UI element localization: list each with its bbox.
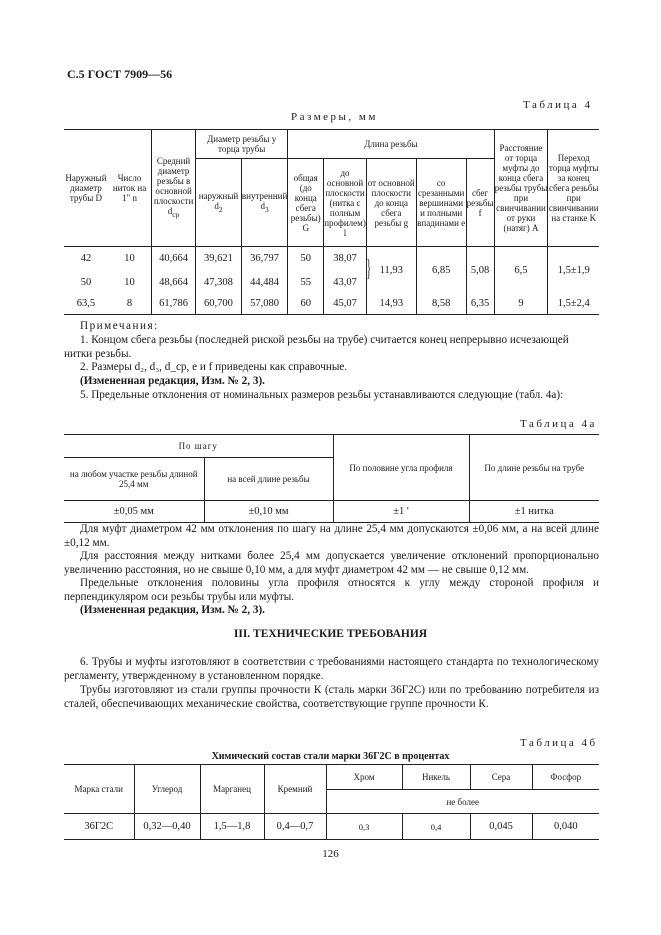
cell: 36,797 xyxy=(241,247,287,271)
cell: 47,308 xyxy=(196,271,242,295)
note-2: 2. Размеры d₂, d₃, d_ср, e и f приведены как справочные. xyxy=(80,361,348,373)
cell: 44,484 xyxy=(241,271,287,295)
cell: 42 xyxy=(80,252,92,264)
cell: 43,07 xyxy=(324,271,367,295)
cell: } 11,93 xyxy=(366,247,416,295)
para-angle: Предельные отклонения половины угла профиля относятся к углу между стороной профиля и перпендикуляром оси резьбы трубы или муфты. xyxy=(64,577,599,603)
para-5: 5. Предельные отклонения от номинальных размеров резьбы устанавливаются следующие (табл. 4а): xyxy=(80,389,564,401)
cell: ±0,10 мм xyxy=(204,501,333,523)
para-7: Трубы изготовляют из стали группы прочности К (сталь марки 36Г2С) или по требованию потребителя из сталей, обеспечивающих механические свойства, соответствующие группе прочности К. xyxy=(64,684,599,710)
cell: 55 xyxy=(288,271,324,295)
cell: 63,5 xyxy=(76,298,96,310)
table4b-caption: Таблица 4б xyxy=(520,737,598,749)
notes-title: Примечания: xyxy=(80,320,159,332)
cell: 6,35 xyxy=(466,295,494,315)
th-l: до основной плоскости (нитка с полным профилем) l xyxy=(324,159,367,247)
th-group-diam: Диаметр резьбы у торца трубы xyxy=(196,130,288,159)
th-max: не более xyxy=(326,790,599,814)
cell: 6,85 xyxy=(416,247,466,295)
cell: ±1 нитка xyxy=(469,501,599,523)
th-G: общая (до конца сбега резьбы) G xyxy=(288,159,324,247)
th-mark: Марка стали xyxy=(64,765,134,814)
th-d3: внутренний $d_3$ xyxy=(241,159,287,247)
cell: 6,5 xyxy=(494,247,548,295)
para-distance: Для расстояния между нитками более 25,4 мм допускается увеличение отклонений пропорционально увеличению расстояния, но не свыше 0,10 мм, а для муфт диаметром 42 мм — не свыше 0,12 мм. xyxy=(64,550,599,576)
cell: ±0,05 мм xyxy=(113,505,154,517)
cell: 1,5—1,8 xyxy=(200,814,264,840)
th-cr: Хром xyxy=(326,765,402,790)
cell: 48,664 xyxy=(152,271,196,295)
table4-units: Размеры, мм xyxy=(291,111,378,123)
table4b xyxy=(64,764,599,840)
cell: 0,4—0,7 xyxy=(264,814,326,840)
cell: 1,5±1,9 xyxy=(548,247,599,295)
th-p: Фосфор xyxy=(532,765,599,790)
cell: 10 xyxy=(124,276,135,288)
th-e: со срезанными вершинами и полными впадинами e xyxy=(416,159,466,247)
edit-note-1: (Измененная редакция, Изм. № 2, 3). xyxy=(80,375,265,387)
cell: 57,080 xyxy=(241,295,287,315)
edit-note-2: (Измененная редакция, Изм. № 2, 3). xyxy=(80,604,265,616)
cell: 1,5±2,4 xyxy=(548,295,599,315)
page-number: 126 xyxy=(322,848,339,860)
cell: 5,08 xyxy=(466,247,494,295)
th-si: Кремний xyxy=(264,765,326,814)
brace-icon: } xyxy=(366,256,371,282)
cell: 61,786 xyxy=(152,295,196,315)
cell: 9 xyxy=(494,295,548,315)
th-g: от основной плоскости до конца сбега резьбы g xyxy=(366,159,416,247)
th-half: По половине угла профиля xyxy=(333,435,469,501)
cell: 0,045 xyxy=(470,814,532,840)
table4a-caption: Таблица 4а xyxy=(520,418,597,430)
cell: 45,07 xyxy=(324,295,367,315)
cell: 36Г2С xyxy=(84,820,114,832)
cell: 0,4 xyxy=(402,814,470,840)
th-D: Наружный диаметр трубы D xyxy=(64,130,108,247)
para-6: 6. Трубы и муфты изготовляют в соответствии с требованиями настоящего стандарта по технологическому регламенту, утвержденному в установленном порядке. xyxy=(64,656,599,682)
th-s: Сера xyxy=(470,765,532,790)
table4a xyxy=(64,434,599,523)
table4 xyxy=(64,129,599,315)
cell: 8,58 xyxy=(416,295,466,315)
th-all: на всей длине резьбы xyxy=(204,458,333,501)
th-step: По шагу xyxy=(64,435,333,458)
cell: 0,32—0,40 xyxy=(134,814,200,840)
th-carbon: Углерод xyxy=(134,765,200,814)
cell: 60,700 xyxy=(196,295,242,315)
cell: ±1 ' xyxy=(333,501,469,523)
cell: 60 xyxy=(288,295,324,315)
note-1: 1. Концом сбега резьбы (последней риской резьбы на трубе) считается конец непрерывно исчезающей нитки резьбы. xyxy=(64,334,569,360)
cell: 8 xyxy=(126,298,133,310)
th-A: Расстояние от торца муфты до конца сбега резьбы трубы при свинчивании от руки (натяг) A xyxy=(494,130,548,247)
para-muft: Для муфт диаметром 42 мм отклонения по шагу на длине 25,4 мм допускаются ±0,06 мм, а на всей длине ±0,12 мм. xyxy=(64,523,599,549)
cell: 50 xyxy=(288,247,324,271)
th-group-len: Длина резьбы xyxy=(288,130,494,159)
cell: 0,040 xyxy=(532,814,599,840)
th-n: Число ниток на 1" n xyxy=(108,130,152,247)
th-len: По длине резьбы на трубе xyxy=(469,435,599,501)
cell: 39,621 xyxy=(196,247,242,271)
cell: 50 xyxy=(80,276,92,288)
cell: 38,07 xyxy=(324,247,367,271)
th-f: сбег резьбы f xyxy=(466,159,494,247)
cell: 40,664 xyxy=(152,247,196,271)
section-title: III. ТЕХНИЧЕСКИЕ ТРЕБОВАНИЯ xyxy=(233,628,428,640)
page-header: С.5 ГОСТ 7909—56 xyxy=(67,67,173,81)
table4b-title: Химический состав стали марки 36Г2С в процентах xyxy=(211,751,450,762)
th-mn: Марганец xyxy=(200,765,264,814)
cell: 14,93 xyxy=(366,295,416,315)
cell: 10 xyxy=(124,252,135,264)
th-d2: наружный $d_2$ xyxy=(196,159,242,247)
th-any: на любом участке резьбы длиной 25,4 мм xyxy=(64,458,204,501)
cell: 0,3 xyxy=(326,814,402,840)
table4-caption: Таблица 4 xyxy=(523,99,593,111)
th-K: Переход торца муфты за конец сбега резьбы при свинчивании на станке K xyxy=(548,130,599,247)
th-dsr: Средний диаметр резьбы в основной плоскости $d_{ср}$ xyxy=(152,130,196,247)
th-ni: Никель xyxy=(402,765,470,790)
